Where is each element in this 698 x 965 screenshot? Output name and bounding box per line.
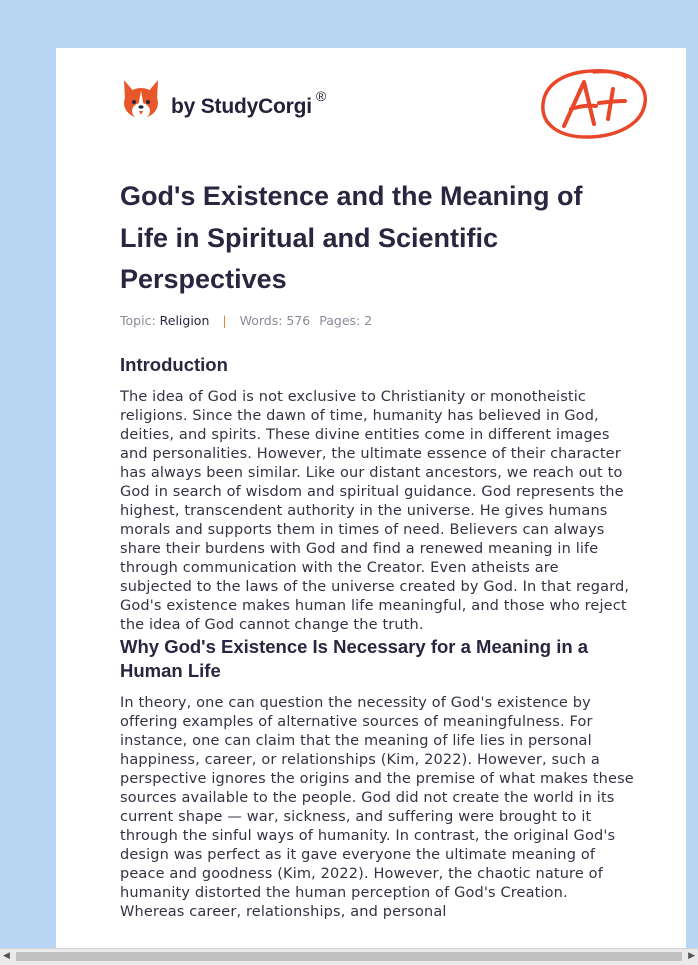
scroll-left-icon[interactable]: ◀ (3, 951, 10, 961)
horizontal-scrollbar[interactable] (0, 948, 698, 965)
section-heading-introduction: Introduction (120, 353, 228, 375)
page-title: God's Existence and the Meaning of Life in Spiritual and Scientific Perspectives (120, 181, 583, 294)
paragraph-why: In theory, one can question the necessity of God's existence by offering examples of alternative sources of meaningfulness. For instance, one can claim that the meaning of life lies in personal happiness, career, or relationships (Kim, 2022). However, such a perspective ignores the origins and the premise of what makes these sources available to the people. God did not create the world in its current shape — war, sickness, and suffering were brought to it through the sinful ways of humanity. In contrast, the original God's design was perfect as it gave everyone the ultimate meaning of peace and goodness (Kim, 2022). However, the chaotic nature of humanity distorted the human perception of God's Creation. Whereas career, relationships, and personal (120, 694, 634, 920)
scrollbar-thumb[interactable] (16, 952, 682, 961)
a-plus-grade-icon (538, 60, 650, 144)
topic-link[interactable]: Religion (159, 312, 210, 328)
brand-name: by StudyCorgi ® (171, 88, 327, 118)
scroll-right-icon[interactable]: ▶ (688, 951, 695, 961)
document-page (56, 48, 686, 948)
section-heading-why: Why God's Existence Is Necessary for a Meaning in a Human Life (120, 635, 589, 681)
page-count: Pages: 2 (319, 312, 373, 328)
corgi-icon (121, 78, 161, 122)
registered-mark: ® (315, 88, 327, 104)
paragraph-introduction: The idea of God is not exclusive to Christianity or monotheistic religions. Since the dawn of time, humanity has believed in God, deities, and spirits. These divine entities come in different images and personalities. However, the ultimate essence of their character has always been similar. Like our distant ancestors, we reach out to God in search of wisdom and spiritual guidance. God represents the highest, transcendent authority in the universe. He gives humans morals and supports them in times of need. Believers can always share their burdens with God and find a renewed meaning in life through communication with the Creator. Even atheists are subjected to the laws of the universe created by God. In that regard, God's existence makes human life meaningful, and those who reject the idea of God cannot change the truth. (120, 388, 630, 633)
document-content (120, 176, 635, 922)
document-meta (120, 313, 635, 331)
topic-label: Topic: (120, 312, 156, 328)
word-count: Words: 576 (239, 312, 311, 328)
studycorgi-logo[interactable] (121, 76, 326, 124)
meta-separator: | (222, 312, 227, 328)
